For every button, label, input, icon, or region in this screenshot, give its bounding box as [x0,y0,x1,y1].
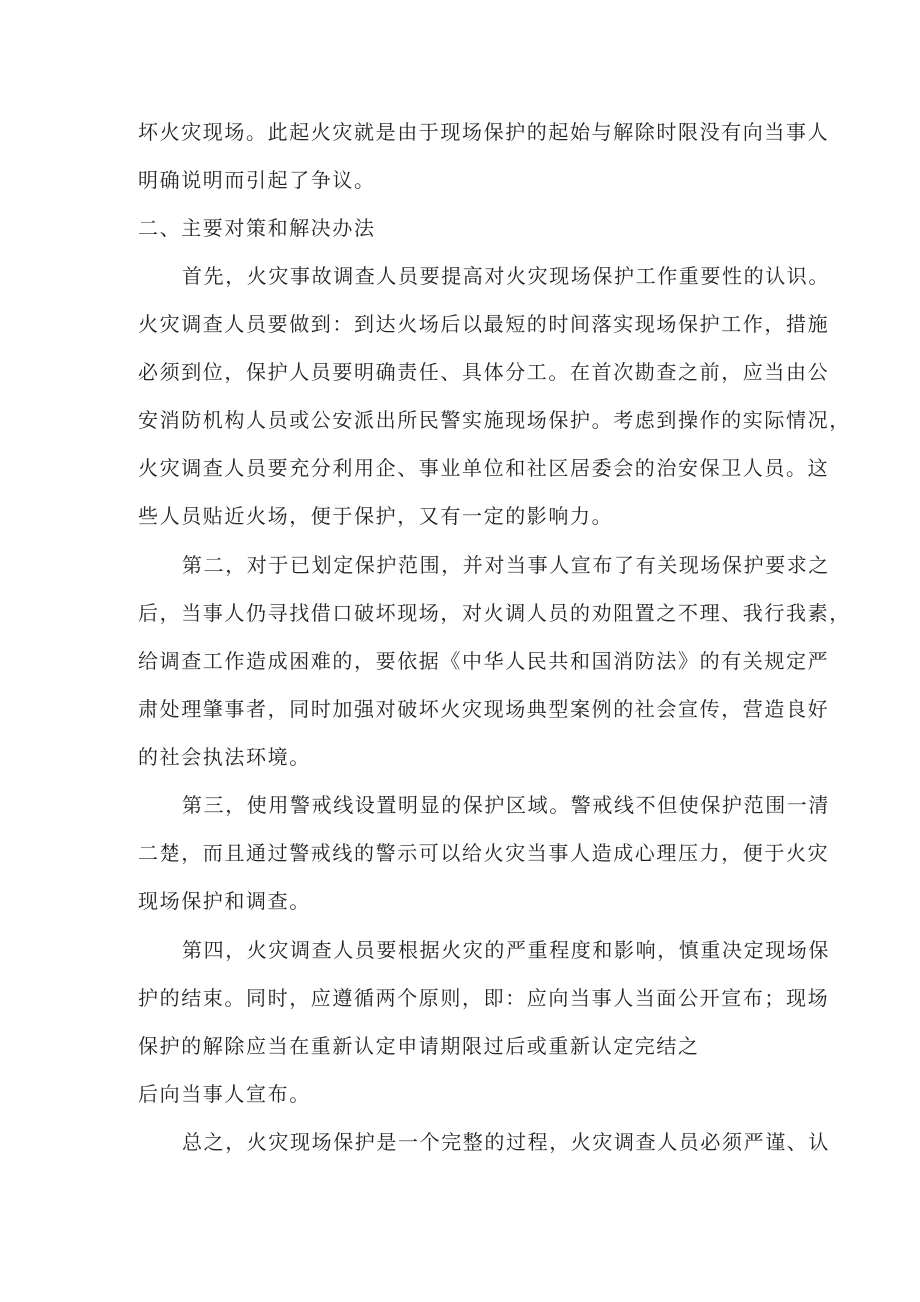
text-line: 护的结束。同时，应遵循两个原则，即：应向当事人当面公开宣布；现场 [138,986,830,1010]
text-line: 保护的解除应当在重新认定申请期限过后或重新认定完结之 [138,1034,700,1058]
text-line: 火灾调查人员要充分利用企、事业单位和社区居委会的治安保卫人员。这 [138,456,830,480]
paragraph-first-line: 第二，对于已划定保护范围，并对当事人宣布了有关现场保护要求之 [182,553,830,577]
text-line: 的社会执法环境。 [138,745,311,769]
paragraph-first-line: 第四，火灾调查人员要根据火灾的严重程度和影响，慎重决定现场保 [182,938,830,962]
text-line: 坏火灾现场。此起火灾就是由于现场保护的起始与解除时限没有向当事人 [138,120,830,144]
text-line: 二楚，而且通过警戒线的警示可以给火灾当事人造成心理压力，便于火灾 [138,841,830,865]
section-heading: 二、主要对策和解决办法 [138,216,376,240]
paragraph-first-line: 第三，使用警戒线设置明显的保护区域。警戒线不但使保护范围一清 [182,793,830,817]
paragraph-first-line: 总之，火灾现场保护是一个完整的过程，火灾调查人员必须严谨、认 [182,1130,830,1154]
text-line: 给调查工作造成困难的，要依据《中华人民共和国消防法》的有关规定严 [138,649,830,673]
text-line: 现场保护和调查。 [138,889,311,913]
paragraph-first-line: 首先，火灾事故调查人员要提高对火灾现场保护工作重要性的认识。 [182,264,830,288]
text-line: 安消防机构人员或公安派出所民警实施现场保护。考虑到操作的实际情况， [138,408,851,432]
text-line: 后，当事人仍寻找借口破坏现场，对火调人员的劝阻置之不理、我行我素， [138,601,851,625]
text-line: 肃处理肇事者，同时加强对破坏火灾现场典型案例的社会宣传，营造良好 [138,697,830,721]
text-line: 必须到位，保护人员要明确责任、具体分工。在首次勘查之前，应当由公 [138,360,830,384]
text-line: 些人员贴近火场，便于保护，又有一定的影响力。 [138,504,614,528]
text-line: 火灾调查人员要做到：到达火场后以最短的时间落实现场保护工作，措施 [138,312,830,336]
text-line: 明确说明而引起了争议。 [138,168,376,192]
text-line: 后向当事人宣布。 [138,1082,311,1106]
